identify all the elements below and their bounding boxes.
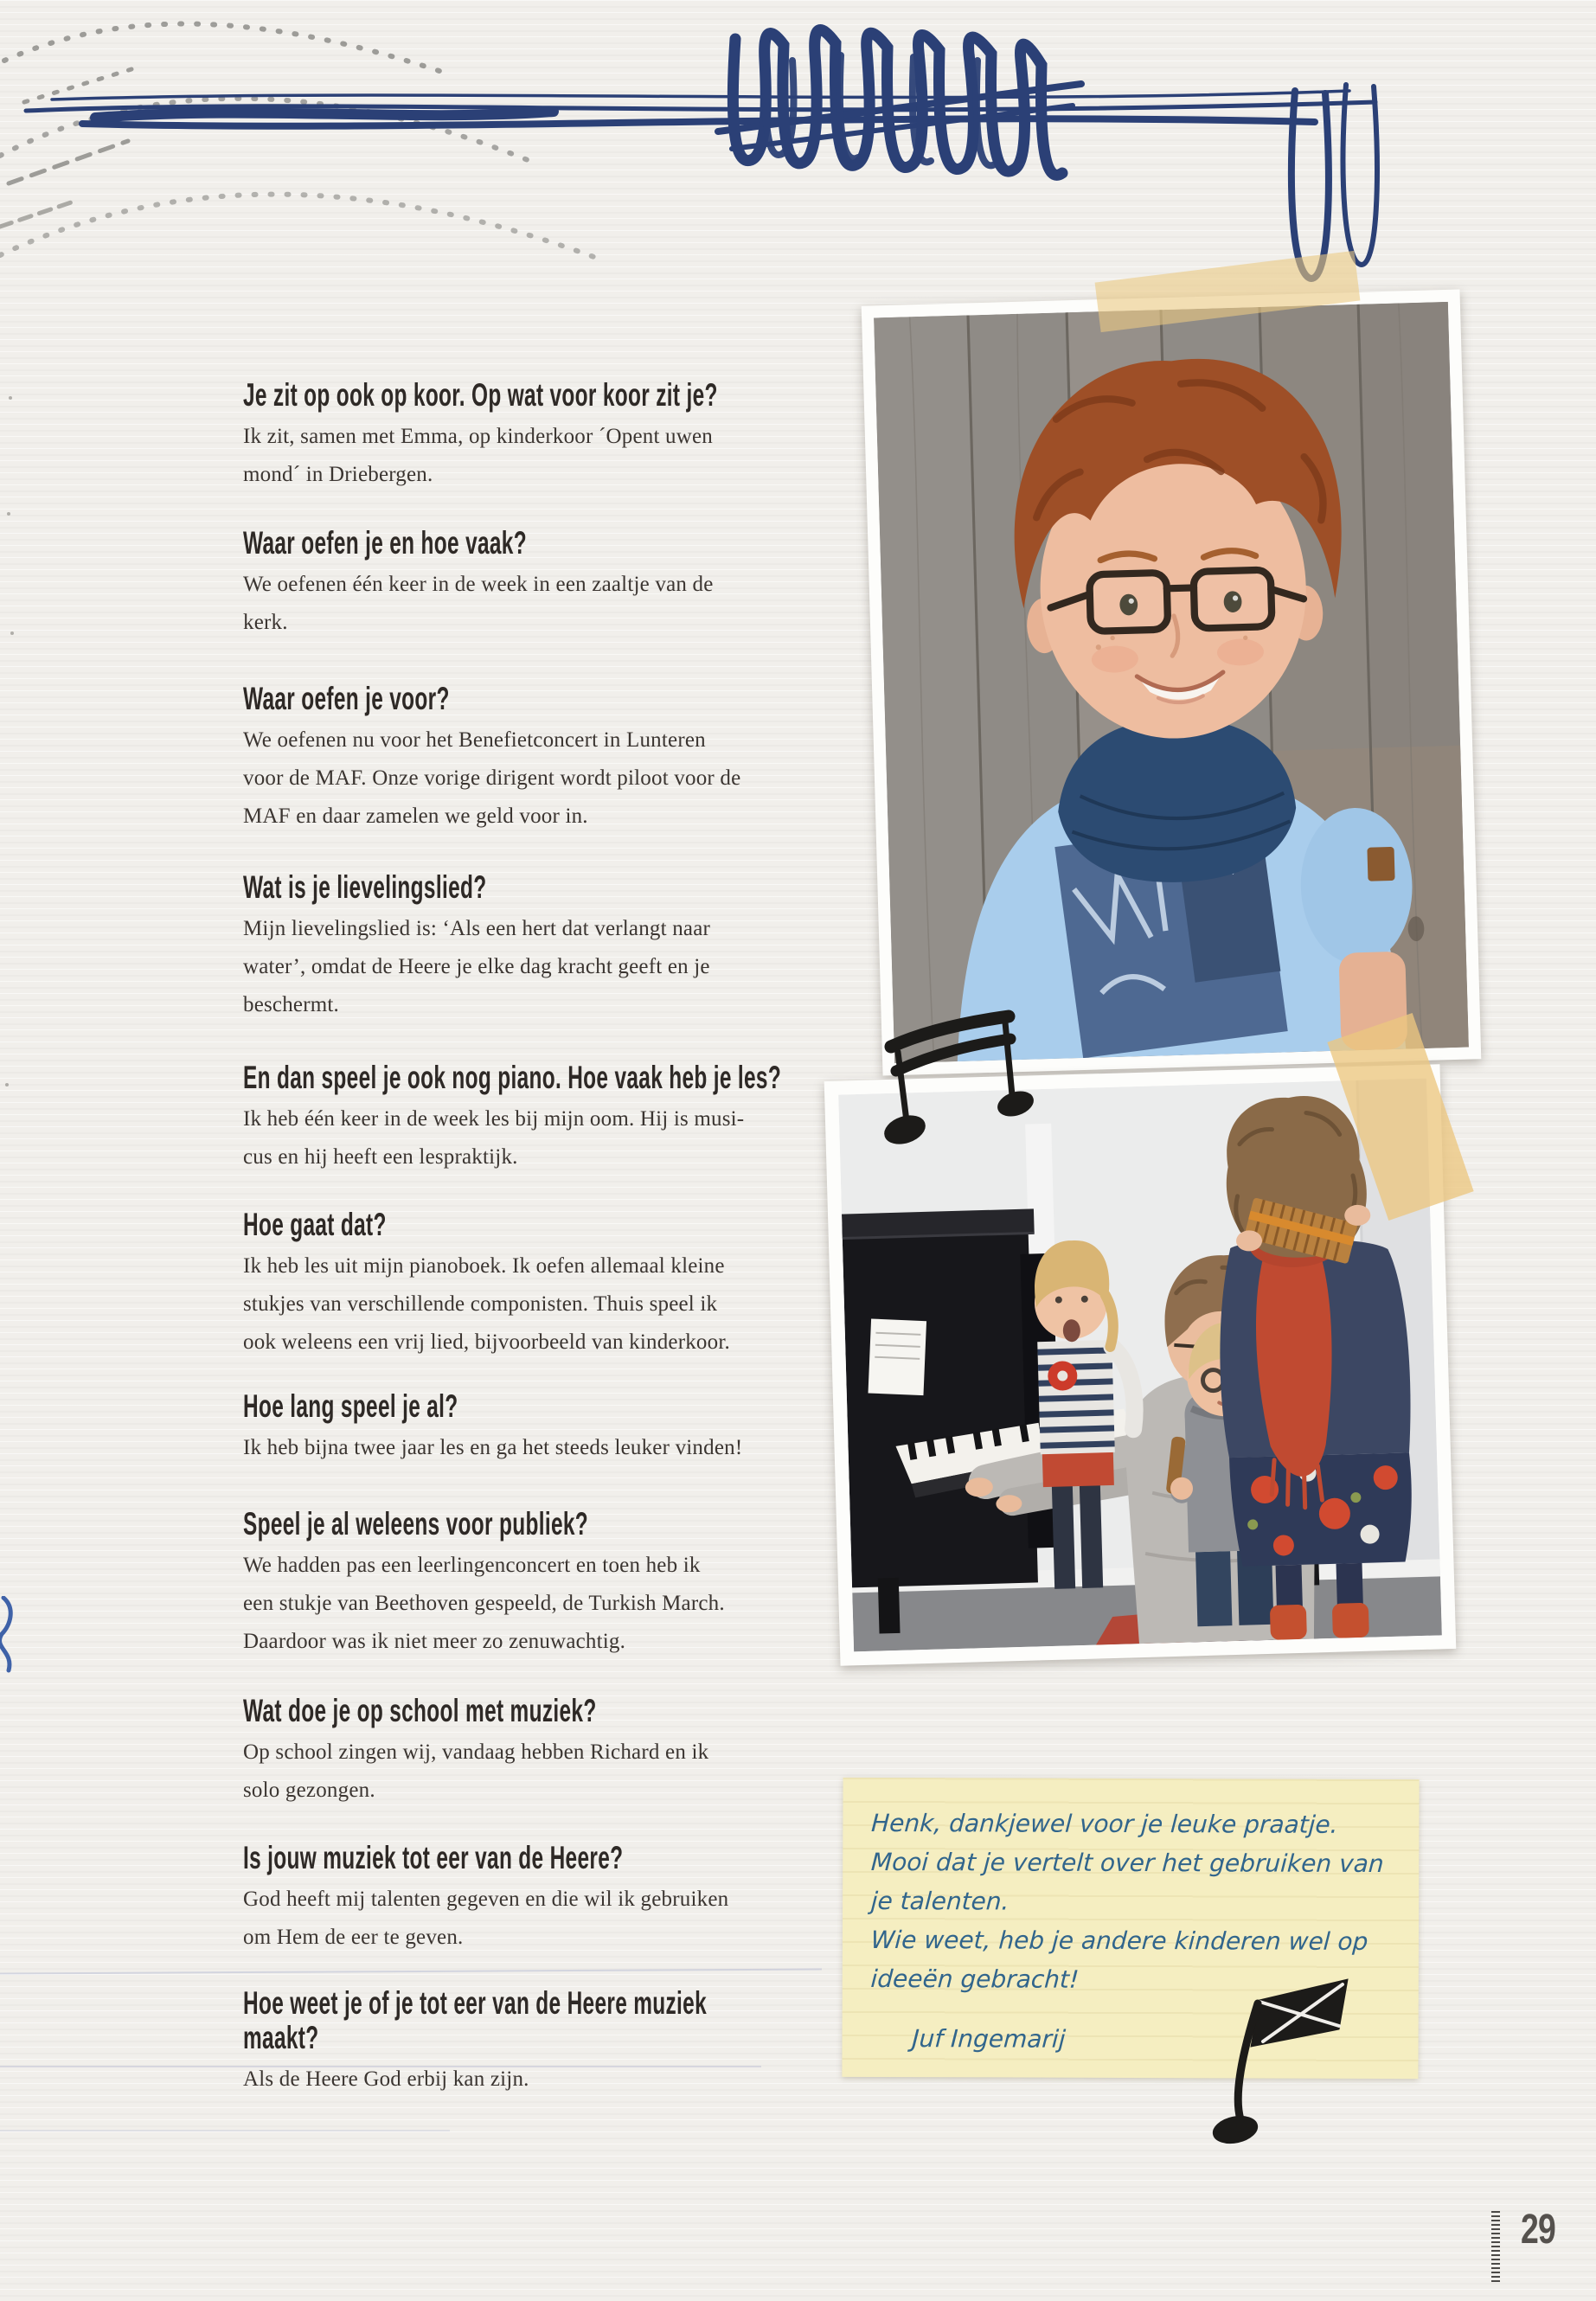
photo-children-piano <box>824 1064 1457 1666</box>
question-text: Speel je al weleens voor publiek? <box>243 1506 589 1541</box>
answer-line: God heeft mij talenten gegeven en die wil ik gebruiken <box>243 1888 729 1911</box>
answer <box>243 910 710 1024</box>
ink-lines <box>26 30 1377 279</box>
question-heading <box>243 1208 730 1242</box>
answer <box>243 1734 779 1810</box>
answer <box>243 1881 819 1957</box>
flag-note-doodle-icon <box>1202 1974 1375 2147</box>
qa-block <box>243 526 714 642</box>
qa-block <box>243 378 962 494</box>
question-heading <box>243 1841 819 1875</box>
question-text: Waar oefen je en hoe vaak? <box>243 525 527 561</box>
question-heading <box>243 1986 945 2055</box>
question-text: En dan speel je ook nog piano. Hoe vaak heb je les? <box>243 1060 782 1095</box>
question-text: maakt? <box>243 2020 319 2055</box>
answer-line: Op school zingen wij, vandaag hebben Richard en ik <box>243 1740 709 1764</box>
answer-line: mond´ in Driebergen. <box>243 463 433 486</box>
answer-line: ook weleens een vrij lied, bijvoorbeeld van kinderkoor. <box>243 1330 730 1354</box>
qa-block <box>243 1986 945 2099</box>
page-number: 29 <box>1521 2207 1556 2253</box>
qa-block <box>243 1694 779 1810</box>
answer <box>243 1247 730 1362</box>
answer-line: solo gezongen. <box>243 1779 375 1802</box>
postmark-arcs <box>0 24 606 261</box>
answer-line: een stukje van Beethoven gespeeld, de Turkish March. <box>243 1592 725 1615</box>
ink-speck <box>7 512 10 516</box>
note-line: Wie weet, heb je andere kinderen wel op <box>869 1925 1369 1956</box>
ink-speck <box>5 1083 9 1086</box>
answer <box>243 418 962 494</box>
question-text: Waar oefen je voor? <box>243 681 450 716</box>
ink-speck <box>9 396 12 400</box>
boy-portrait-illustration <box>874 302 1469 1063</box>
piano-scene-illustration <box>838 1079 1442 1652</box>
answer-line: Ik heb les uit mijn pianoboek. Ik oefen allemaal kleine <box>243 1254 725 1278</box>
note-signature: Juf Ingemarij <box>911 2024 1067 2054</box>
question-text: Je zit op ook op koor. Op wat voor koor zit je? <box>243 377 718 413</box>
answer-line: Als de Heere God erbij kan zijn. <box>243 2067 529 2091</box>
question-heading <box>243 1507 766 1541</box>
question-text: Wat is je lievelingslied? <box>243 869 487 905</box>
question-heading <box>243 378 962 413</box>
question-text: Hoe lang speel je al? <box>243 1388 458 1424</box>
note-line: Henk, dankjewel voor je leuke praatje. <box>870 1808 1339 1839</box>
note-line: Mooi dat je vertelt over het gebruiken van <box>870 1847 1385 1879</box>
qa-block <box>243 1389 742 1467</box>
ink-speck <box>10 631 14 635</box>
answer <box>243 721 740 836</box>
qa-block <box>243 682 740 836</box>
answer-line: We hadden pas een leerlingenconcert en toen heb ik <box>243 1554 701 1577</box>
note-line: ideeën gebracht! <box>869 1964 1080 1994</box>
answer-line: cus en hij heeft een lespraktijk. <box>243 1145 518 1169</box>
question-text: Is jouw muziek tot eer van de Heere? <box>243 1840 624 1875</box>
paper-crease-line <box>0 1969 822 1975</box>
question-heading <box>243 1694 779 1728</box>
blue-edge-scribble <box>0 1596 21 1682</box>
answer-line: voor de MAF. Onze vorige dirigent wordt piloot voor de <box>243 766 741 790</box>
answer-line: Ik heb één keer in de week les bij mijn oom. Hij is musi- <box>243 1107 745 1131</box>
answer-line: beschermt. <box>243 993 339 1016</box>
qa-block <box>243 1507 766 1661</box>
photo-boy-portrait <box>862 290 1482 1076</box>
answer-line: We oefenen één keer in de week in een zaaltje van de <box>243 573 714 596</box>
answer-line: kerk. <box>243 611 288 634</box>
answer <box>243 1547 766 1661</box>
answer-line: water’, omdat de Heere je elke dag kracht geeft en je <box>243 955 710 978</box>
eighth-notes-doodle-icon <box>867 1002 1040 1153</box>
paper-crease-line <box>0 2130 450 2131</box>
question-heading <box>243 682 740 716</box>
answer-line: Ik zit, samen met Emma, op kinderkoor ´Opent uwen <box>243 425 713 448</box>
answer-line: stukjes van verschillende componisten. Thuis speel ik <box>243 1292 718 1316</box>
question-heading <box>243 1389 742 1424</box>
qa-block <box>243 870 710 1024</box>
question-text: Hoe weet je of je tot eer van de Heere muziek <box>243 1985 708 2021</box>
answer <box>243 1429 742 1467</box>
qa-block <box>243 1208 730 1362</box>
answer-line: MAF en daar zamelen we geld voor in. <box>243 804 588 828</box>
answer-line: Ik heb bijna twee jaar les en ga het steeds leuker vinden! <box>243 1436 743 1459</box>
question-text: Wat doe je op school met muziek? <box>243 1693 597 1728</box>
question-text: Hoe gaat dat? <box>243 1207 387 1242</box>
answer <box>243 566 714 642</box>
answer-line: om Hem de eer te geven. <box>243 1926 464 1949</box>
answer-line: We oefenen nu voor het Benefietconcert in Lunteren <box>243 728 706 752</box>
answer <box>243 2061 945 2099</box>
qa-block <box>243 1841 819 1957</box>
answer-line: Daardoor was ik niet meer zo zenuwachtig. <box>243 1630 626 1653</box>
note-line: je talenten. <box>870 1886 1010 1916</box>
dash-column-mark <box>1491 2211 1500 2282</box>
question-heading <box>243 870 710 905</box>
answer-line: Mijn lievelingslied is: ‘Als een hert dat verlangt naar <box>243 917 711 940</box>
question-heading <box>243 526 714 561</box>
